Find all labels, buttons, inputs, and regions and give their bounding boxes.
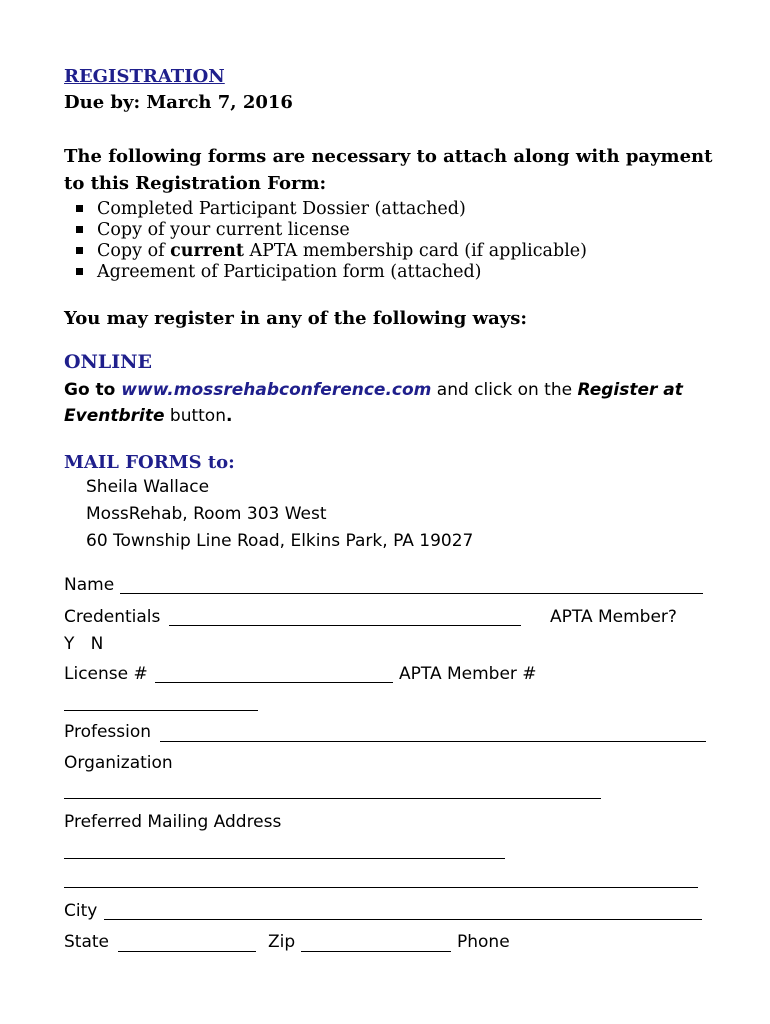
list-item <box>64 262 482 282</box>
state-label: State <box>64 932 109 952</box>
online-instructions-line-1 <box>64 380 683 400</box>
ways-heading: You may register in any of the following ways: <box>64 308 527 329</box>
list-item-text: Copy of your current license <box>97 220 350 240</box>
instruction-period: . <box>225 406 233 426</box>
bullet-square-icon <box>76 247 83 254</box>
list-item-text: Copy of <box>97 241 171 261</box>
mailing-address-label: Preferred Mailing Address <box>64 812 282 832</box>
bullet-square-icon <box>76 268 83 275</box>
mail-address-line-2: MossRehab, Room 303 West <box>86 504 327 524</box>
apta-member-question: APTA Member? <box>550 607 677 627</box>
organization-label: Organization <box>64 753 173 773</box>
zip-field[interactable] <box>301 951 451 952</box>
license-label: License # <box>64 664 148 684</box>
organization-field[interactable] <box>64 798 601 799</box>
list-item <box>64 199 466 219</box>
register-button-name: Register at <box>577 380 683 400</box>
name-label: Name <box>64 575 115 595</box>
instruction-text: and click on the <box>431 380 578 400</box>
due-date: Due by: March 7, 2016 <box>64 92 293 113</box>
apta-member-number-label: APTA Member # <box>399 664 537 684</box>
mailing-address-field-1[interactable] <box>64 858 505 859</box>
city-label: City <box>64 901 98 921</box>
online-heading: ONLINE <box>64 351 153 373</box>
state-field[interactable] <box>118 951 256 952</box>
list-item-emphasis: current <box>170 241 244 261</box>
zip-label: Zip <box>268 932 296 952</box>
mailing-address-field-2[interactable] <box>64 887 698 888</box>
conference-website-link[interactable]: www.mossrehabconference.com <box>121 380 432 400</box>
city-field[interactable] <box>104 919 702 920</box>
mail-recipient-name: Sheila Wallace <box>86 477 210 497</box>
list-item-text: APTA membership card (if applicable) <box>243 241 587 261</box>
online-instructions-line-2 <box>64 406 232 426</box>
apta-member-number-field[interactable] <box>64 710 258 711</box>
list-item-text: Completed Participant Dossier (attached) <box>97 199 466 219</box>
list-item <box>64 220 350 240</box>
bullet-square-icon <box>76 205 83 212</box>
credentials-label: Credentials <box>64 607 161 627</box>
license-field[interactable] <box>155 682 393 683</box>
go-to-label: Go to <box>64 380 122 400</box>
eventbrite-button-name: Eventbrite <box>64 406 165 426</box>
intro-line-2: to this Registration Form: <box>64 173 327 194</box>
profession-label: Profession <box>64 722 152 742</box>
mail-address-line-3: 60 Township Line Road, Elkins Park, PA 19027 <box>86 531 474 551</box>
name-row <box>64 575 114 595</box>
intro-line-1: The following forms are necessary to attach along with payment <box>64 146 713 167</box>
phone-label: Phone <box>457 932 510 952</box>
credentials-field[interactable] <box>169 625 521 626</box>
yes-no-choice[interactable]: Y N <box>64 634 104 654</box>
name-field[interactable] <box>120 593 703 594</box>
list-item <box>64 241 587 261</box>
instruction-text: button <box>164 406 226 426</box>
mail-forms-heading: MAIL FORMS to: <box>64 452 235 473</box>
list-item-text: Agreement of Participation form (attached) <box>97 262 482 282</box>
bullet-square-icon <box>76 226 83 233</box>
registration-title: REGISTRATION <box>64 66 225 87</box>
profession-field[interactable] <box>160 741 706 742</box>
